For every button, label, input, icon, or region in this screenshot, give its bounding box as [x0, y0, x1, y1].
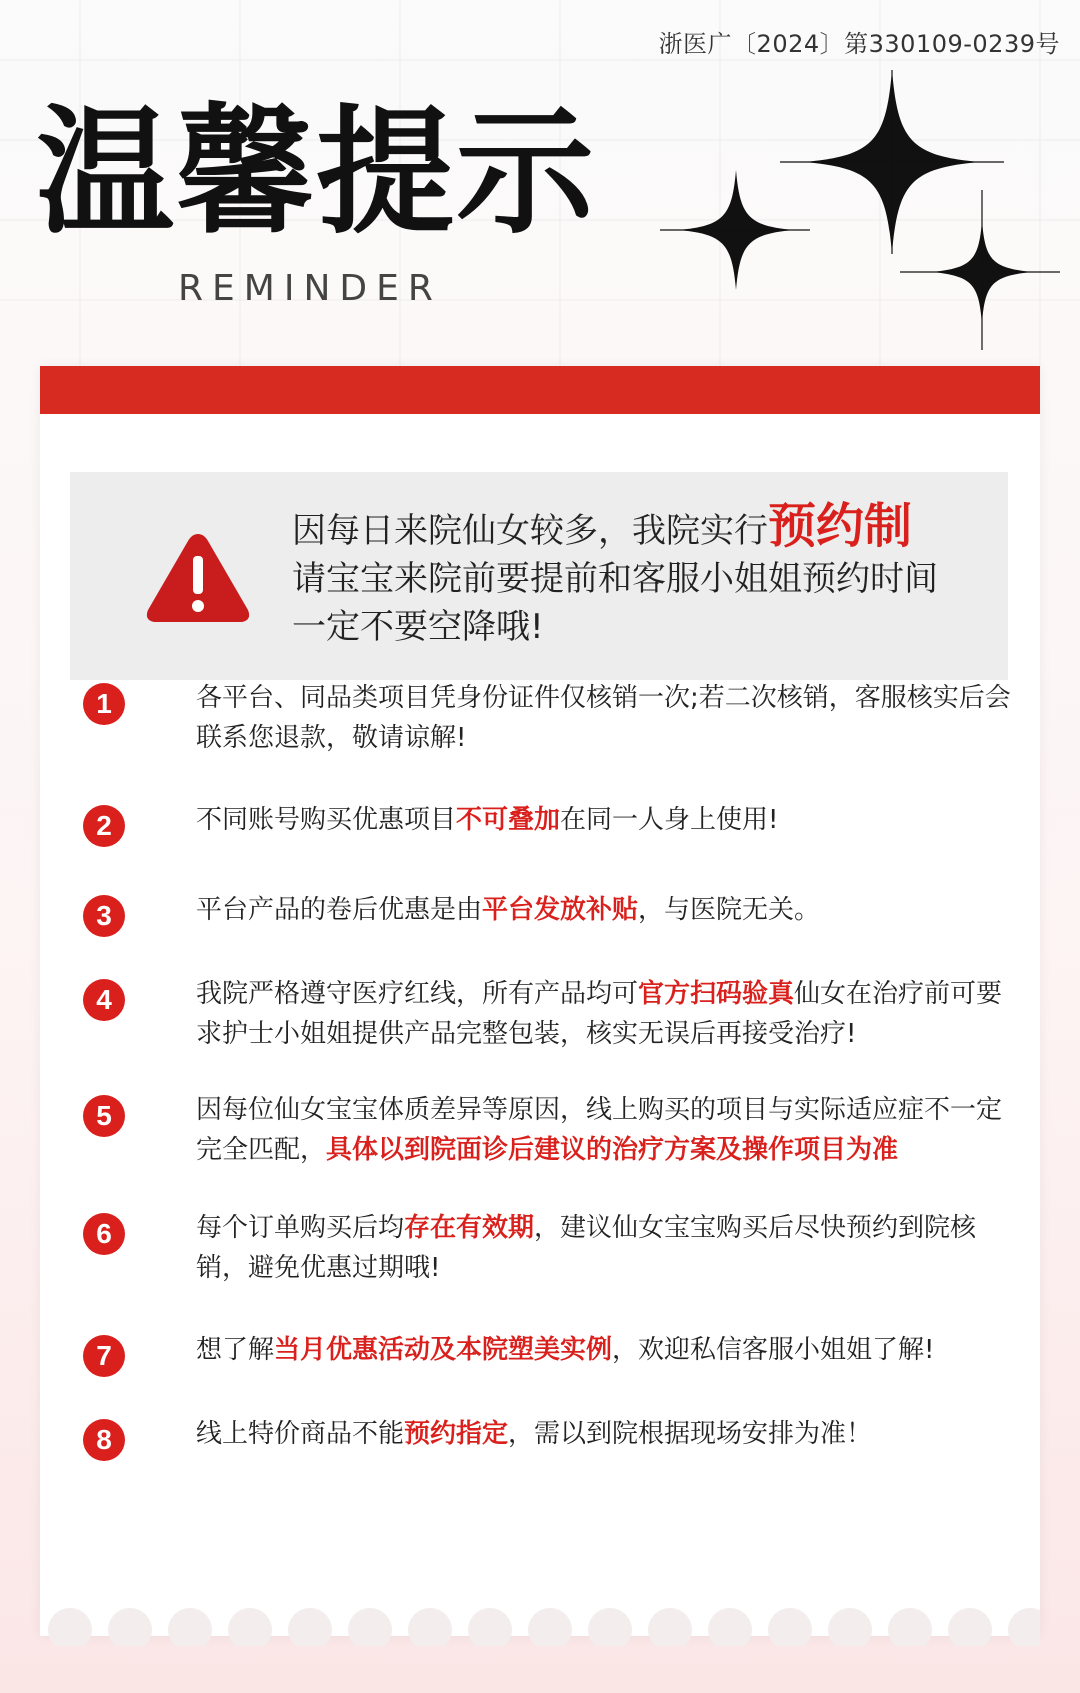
item-text-pre: 各平台、同品类项目凭身份证件仅核销一次;若二次核销，客服核实后会联系您退款，敬请谅解! — [196, 683, 1011, 753]
number-badge-icon — [82, 1418, 126, 1462]
list-item-text — [196, 800, 1016, 840]
page-subtitle: REMINDER — [178, 268, 442, 309]
item-text-pre: 想了解 — [196, 1335, 275, 1365]
item-text-post: ，欢迎私信客服小姐姐了解! — [612, 1335, 935, 1365]
item-text-post: ，与医院无关。 — [638, 895, 821, 925]
item-text-pre: 平台产品的卷后优惠是由 — [196, 895, 483, 925]
item-text-pre: 我院严格遵守医疗红线，所有产品均可 — [196, 979, 639, 1009]
list-item-text — [196, 1414, 1016, 1454]
notice-line-1: 因每日来院仙女较多，我院实行 — [292, 511, 768, 551]
list-item-text — [196, 1208, 1016, 1288]
number-badge-icon — [82, 682, 126, 726]
item-text-highlight: 具体以到院面诊后建议的治疗方案及操作项目为准 — [326, 1135, 899, 1165]
number-badge-label: 8 — [96, 1424, 112, 1455]
reminder-card — [40, 366, 1040, 1636]
item-text-pre: 每个订单购买后均 — [196, 1213, 405, 1243]
item-text-post: ，建议仙女宝宝购买后尽快预约到院核销，避免优惠过期哦! — [196, 1213, 977, 1283]
list-item-text — [196, 1090, 1016, 1170]
number-badge-icon — [82, 894, 126, 938]
notice-emphasis: 预约制 — [768, 498, 913, 554]
notice-line-3: 一定不要空降哦! — [292, 607, 544, 647]
number-badge-icon — [82, 804, 126, 848]
item-text-pre: 不同账号购买优惠项目 — [196, 805, 457, 835]
number-badge-label: 1 — [96, 688, 112, 719]
item-text-highlight: 不可叠加 — [456, 805, 561, 835]
number-badge-label: 7 — [96, 1340, 112, 1371]
list-item-text — [196, 974, 1016, 1054]
number-badge-label: 6 — [96, 1218, 112, 1249]
number-badge-icon — [82, 1334, 126, 1378]
warning-triangle-icon — [142, 528, 254, 628]
list-item-text — [196, 1330, 1016, 1370]
item-text-pre: 因每位仙女宝宝体质差异等原因，线上购买的项目与实际适应症不一定完全匹配， — [196, 1095, 1003, 1165]
card-header-bar — [40, 366, 1040, 414]
number-badge-icon — [82, 978, 126, 1022]
appointment-notice — [70, 472, 1008, 680]
item-text-highlight: 官方扫码验真 — [638, 979, 795, 1009]
item-text-post: 在同一人身上使用! — [560, 805, 779, 835]
license-number: 浙医广〔2024〕第330109-0239号 — [658, 30, 1060, 58]
item-text-highlight: 预约指定 — [404, 1419, 509, 1449]
number-badge-label: 2 — [96, 810, 112, 841]
item-text-highlight: 存在有效期 — [404, 1213, 535, 1243]
list-item-text — [196, 890, 1016, 930]
item-text-pre: 线上特价商品不能 — [196, 1419, 405, 1449]
page-title: 温馨提示 — [36, 92, 597, 253]
list-item-text — [196, 678, 1016, 758]
card-scallop-edge — [40, 1606, 1040, 1646]
number-badge-label: 3 — [96, 900, 112, 931]
number-badge-label: 4 — [96, 984, 112, 1015]
number-badge-icon — [82, 1212, 126, 1256]
notice-text — [292, 498, 938, 651]
notice-line-2: 请宝宝来院前要提前和客服小姐姐预约时间 — [292, 559, 938, 599]
sparkle-star-icon — [660, 70, 1080, 350]
item-text-post: 仙女在治疗前可要求护士小姐姐提供产品完整包装，核实无误后再接受治疗! — [196, 979, 1003, 1049]
number-badge-icon — [82, 1094, 126, 1138]
item-text-post: ，需以到院根据现场安排为准！ — [508, 1419, 873, 1449]
number-badge-label: 5 — [96, 1100, 112, 1131]
item-text-highlight: 当月优惠活动及本院塑美实例 — [274, 1335, 613, 1365]
item-text-highlight: 平台发放补贴 — [482, 895, 639, 925]
